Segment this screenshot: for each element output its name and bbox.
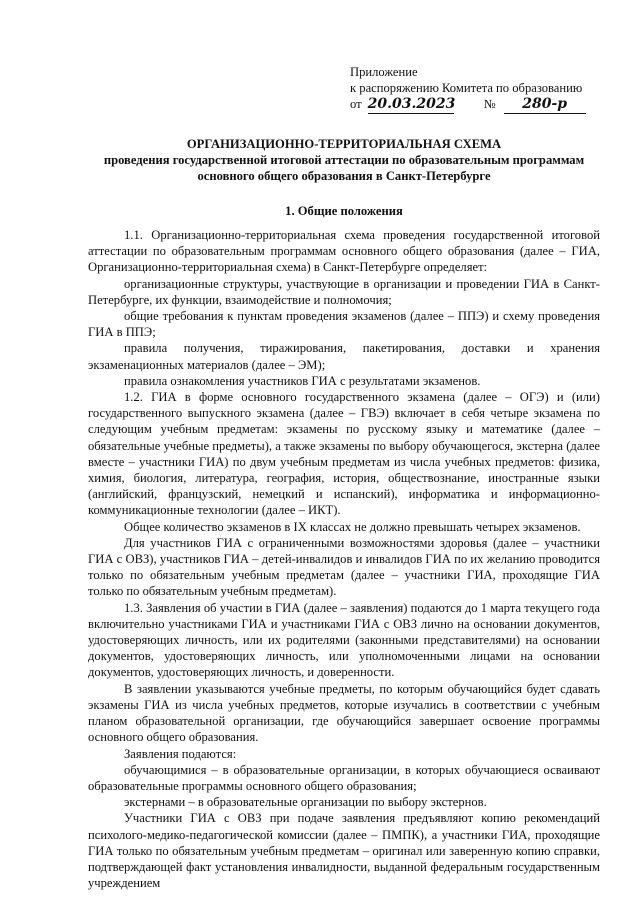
paragraph: правила получения, тиражирования, пакетирования, доставки и хранения экзаменационных материалов (далее – ЭМ); [88, 341, 600, 372]
title-line-1: ОРГАНИЗАЦИОННО-ТЕРРИТОРИАЛЬНАЯ СХЕМА [186, 137, 502, 151]
appendix-block [350, 64, 600, 113]
paragraph: Заявления подаются: [124, 746, 237, 761]
appendix-date-number-line [350, 96, 600, 112]
paragraph: обучающимися – в образовательные организации, в которых обучающиеся осваивают образовательные программы основного общего образования; [88, 762, 600, 793]
appendix-order-line: к распоряжению Комитета по образованию [350, 81, 583, 96]
title-line-2: проведения государственной итоговой аттестации по образовательным программам [103, 153, 585, 168]
paragraph: В заявлении указываются учебные предметы, по которым обучающийся будет сдавать экзамены ГИА из числа учебных предметов, которые изучались в соответствии с учебным планом образовательной организации, где обучающийся завершает освоение программы основного общего образования. [88, 681, 600, 745]
title-line-3: основного общего образования в Санкт-Петербурге [197, 169, 491, 184]
document-title [88, 136, 600, 185]
appendix-title: Приложение [350, 65, 418, 79]
document-body [88, 227, 600, 891]
from-label: от [350, 97, 362, 112]
handwritten-number: 280-р [504, 96, 586, 113]
paragraph: экстернами – в образовательные организации по выбору экстернов. [124, 795, 487, 810]
handwritten-date: 20.03.2023 [367, 96, 456, 113]
section-heading: 1. Общие положения [285, 204, 403, 218]
paragraph: общие требования к пунктам проведения экзаменов (далее – ППЭ) и схему проведения ГИА в ППЭ; [88, 309, 600, 340]
paragraph: Для участников ГИА с ограниченными возможностями здоровья (далее – участники ГИА с ОВЗ), участников ГИА – детей-инвалидов и инвалидов ГИА по их желанию проводится только по обязательным учебным предметам (далее – участники ГИА, проходящие ГИА только по обязательным учебным предметам). [88, 535, 600, 599]
number-label: № [483, 97, 496, 112]
paragraph: 1.1. Организационно-территориальная схема проведения государственной итоговой аттестации по образовательным программам основного общего образования (далее – ГИА, Организационно-территориальная схема) в Санкт-Петербурге определяет: [88, 228, 600, 275]
paragraph: 1.3. Заявления об участии в ГИА (далее – заявления) подаются до 1 марта текущего года включительно участниками ГИА и участниками ГИА с ОВЗ лично на основании документов, удостоверяющих личность, или их родителями (законными представителями) на основании документов, удостоверяющих личность, или уполномоченными лицами на основании документов, удостоверяющих личность, и доверенности. [88, 600, 600, 680]
paragraph: организационные структуры, участвующие в организации и проведении ГИА в Санкт-Петербурге, их функции, взаимодействие и полномочия; [88, 276, 600, 307]
paragraph: Общее количество экзаменов в IX классах не должно превышать четырех экзаменов. [124, 519, 581, 534]
paragraph: Участники ГИА с ОВЗ при подаче заявления предъявляют копию рекомендаций психолого-медико-педагогической комиссии (далее – ПМПК), а участники ГИА, проходящие ГИА только по обязательным учебным предметам – оригинал или заверенную копию справки, подтверждающей факт установления инвалидности, выданной федеральным государственным учреждением [88, 811, 600, 891]
paragraph: правила ознакомления участников ГИА с результатами экзаменов. [124, 373, 481, 388]
paragraph: 1.2. ГИА в форме основного государственного экзамена (далее – ОГЭ) и (или) государственного выпускного экзамена (далее – ГВЭ) включает в себя четыре экзамена по следующим учебным предметам: экзамены по русскому языку и математике (далее – обязательные учебные предметы), а также экзамены по выбору обучающегося, экстерна (далее вместе – участники ГИА) по двум учебным предметам из числа учебных предметов: физика, химия, биология, литература, география, история, обществознание, иностранные языки (английский, французский, немецкий и испанский), информатика и информационно-коммуникационные технологии (далее – ИКТ). [88, 390, 600, 518]
